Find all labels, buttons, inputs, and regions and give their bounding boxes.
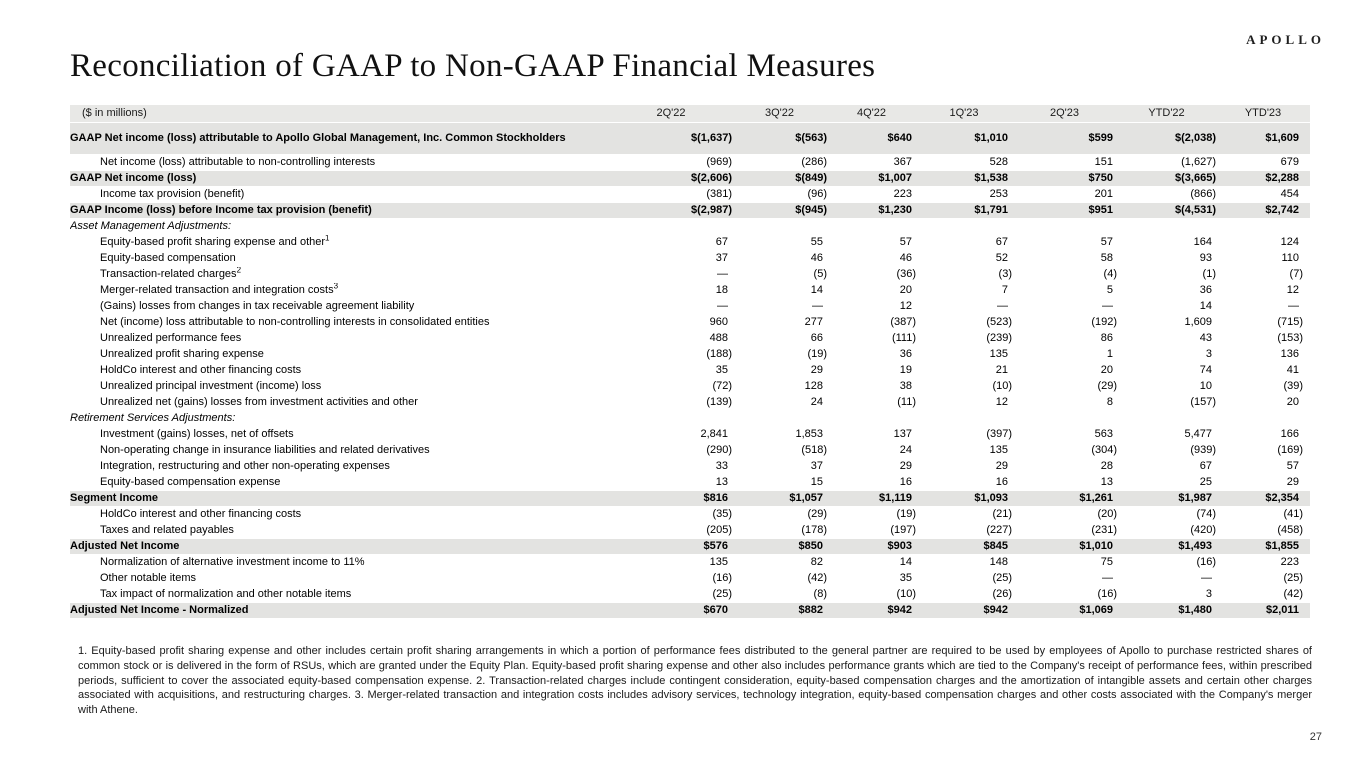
value-cell: 52 bbox=[995, 251, 1008, 264]
value-cell: $1,480 bbox=[1178, 603, 1212, 616]
value-cell: $576 bbox=[703, 539, 728, 552]
value-cell bbox=[916, 218, 1012, 234]
value-cell: 679 bbox=[1280, 155, 1299, 168]
table-row bbox=[70, 506, 1310, 522]
value-cell: (239) bbox=[986, 331, 1012, 344]
value-cell: $2,354 bbox=[1265, 491, 1299, 504]
value-cell: (523) bbox=[986, 315, 1012, 328]
value-cell: 33 bbox=[715, 459, 728, 472]
table-row bbox=[70, 570, 1310, 586]
value-cell: (387) bbox=[890, 315, 916, 328]
value-cell: 12 bbox=[995, 395, 1008, 408]
value-cell: 74 bbox=[1199, 363, 1212, 376]
value-cell: (25) bbox=[992, 571, 1012, 584]
table-row bbox=[70, 282, 1310, 298]
value-cell: $2,011 bbox=[1265, 603, 1299, 616]
value-cell: (939) bbox=[1190, 443, 1216, 456]
value-cell: 1 bbox=[1106, 347, 1113, 360]
row-label: Adjusted Net Income - Normalized bbox=[70, 603, 249, 616]
value-cell: $640 bbox=[887, 131, 912, 144]
value-cell bbox=[610, 218, 732, 234]
value-cell: 12 bbox=[1286, 283, 1299, 296]
value-cell: $1,791 bbox=[974, 203, 1008, 216]
value-cell: 36 bbox=[1199, 283, 1212, 296]
table-row bbox=[70, 362, 1310, 378]
value-cell: $1,609 bbox=[1265, 131, 1299, 144]
value-cell: (420) bbox=[1190, 523, 1216, 536]
value-cell: $(945) bbox=[795, 203, 827, 216]
value-cell: (21) bbox=[992, 507, 1012, 520]
value-cell: (157) bbox=[1190, 395, 1216, 408]
value-cell: 37 bbox=[715, 251, 728, 264]
value-cell: (458) bbox=[1277, 523, 1303, 536]
row-label: Investment (gains) losses, net of offsets bbox=[100, 427, 294, 440]
value-cell: (72) bbox=[712, 379, 732, 392]
column-header-2q23: 2Q'23 bbox=[1049, 106, 1079, 119]
value-cell: 201 bbox=[1094, 187, 1113, 200]
table-row bbox=[70, 522, 1310, 538]
value-cell: $(2,987) bbox=[691, 203, 732, 216]
value-cell: (25) bbox=[712, 587, 732, 600]
value-cell: 46 bbox=[899, 251, 912, 264]
value-cell: (290) bbox=[706, 443, 732, 456]
table-row bbox=[70, 410, 1310, 426]
value-cell: (381) bbox=[706, 187, 732, 200]
value-cell: (153) bbox=[1277, 331, 1303, 344]
value-cell: 24 bbox=[810, 395, 823, 408]
value-cell: (74) bbox=[1196, 507, 1216, 520]
value-cell: (29) bbox=[1097, 379, 1117, 392]
row-label: Equity-based profit sharing expense and other$^1$ bbox=[100, 234, 330, 248]
value-cell: 14 bbox=[1199, 299, 1212, 312]
footnote-marker: 3 bbox=[333, 282, 339, 290]
value-cell: 563 bbox=[1094, 427, 1113, 440]
value-cell: 35 bbox=[715, 363, 728, 376]
value-cell: $1,493 bbox=[1178, 539, 1212, 552]
value-cell bbox=[827, 218, 916, 234]
value-cell: 75 bbox=[1100, 555, 1113, 568]
row-label: Normalization of alternative investment income to 11% bbox=[100, 555, 365, 568]
value-cell: (4) bbox=[1103, 267, 1117, 280]
value-cell: 488 bbox=[709, 331, 728, 344]
value-cell: 12 bbox=[899, 299, 912, 312]
table-row bbox=[70, 330, 1310, 346]
value-cell: 367 bbox=[893, 155, 912, 168]
value-cell: (227) bbox=[986, 523, 1012, 536]
value-cell: 13 bbox=[1100, 475, 1113, 488]
value-cell: (16) bbox=[1196, 555, 1216, 568]
value-cell: (111) bbox=[891, 331, 916, 344]
value-cell: (19) bbox=[807, 347, 827, 360]
value-cell: — bbox=[717, 299, 728, 312]
table-row bbox=[70, 442, 1310, 458]
value-cell: 277 bbox=[804, 315, 823, 328]
value-cell: (25) bbox=[1283, 571, 1303, 584]
value-cell bbox=[1012, 218, 1117, 234]
value-cell: 66 bbox=[810, 331, 823, 344]
value-cell: $(2,606) bbox=[691, 171, 732, 184]
value-cell bbox=[1012, 410, 1117, 426]
value-cell: 124 bbox=[1280, 235, 1299, 248]
value-cell: 29 bbox=[1286, 475, 1299, 488]
value-cell: (231) bbox=[1091, 523, 1117, 536]
value-cell: 21 bbox=[995, 363, 1008, 376]
value-cell: $(1,637) bbox=[691, 131, 732, 144]
value-cell: — bbox=[812, 299, 823, 312]
value-cell: $(4,531) bbox=[1175, 203, 1216, 216]
value-cell: $(2,038) bbox=[1175, 131, 1216, 144]
value-cell: 67 bbox=[715, 235, 728, 248]
value-cell: — bbox=[1102, 571, 1113, 584]
gaap-reconciliation-table bbox=[70, 105, 1310, 619]
table-row bbox=[70, 458, 1310, 474]
value-cell: 20 bbox=[899, 283, 912, 296]
value-cell: $1,010 bbox=[1079, 539, 1113, 552]
table-row bbox=[70, 218, 1310, 234]
value-cell: $599 bbox=[1088, 131, 1113, 144]
row-label: Unrealized net (gains) losses from investment activities and other bbox=[100, 395, 418, 408]
value-cell: 43 bbox=[1199, 331, 1212, 344]
table-row bbox=[70, 266, 1310, 282]
column-header-ytd23: YTD'23 bbox=[1244, 106, 1282, 119]
value-cell: 454 bbox=[1280, 187, 1299, 200]
value-cell: $1,987 bbox=[1178, 491, 1212, 504]
value-cell: 58 bbox=[1100, 251, 1113, 264]
value-cell: 29 bbox=[995, 459, 1008, 472]
value-cell: 960 bbox=[709, 315, 728, 328]
value-cell: (169) bbox=[1277, 443, 1303, 456]
row-label: GAAP Income (loss) before Income tax provision (benefit) bbox=[70, 203, 372, 216]
column-header-ytd22: YTD'22 bbox=[1148, 106, 1185, 119]
value-cell bbox=[1216, 218, 1310, 234]
value-cell: $1,538 bbox=[974, 171, 1008, 184]
value-cell: $1,069 bbox=[1079, 603, 1113, 616]
table-row bbox=[70, 314, 1310, 330]
table-row bbox=[70, 426, 1310, 442]
units-label: ($ in millions) bbox=[82, 106, 147, 119]
value-cell: $1,010 bbox=[974, 131, 1008, 144]
value-cell: 24 bbox=[899, 443, 912, 456]
value-cell: 16 bbox=[995, 475, 1008, 488]
value-cell: 29 bbox=[810, 363, 823, 376]
value-cell: $903 bbox=[887, 539, 912, 552]
table-row bbox=[70, 154, 1310, 170]
row-label: HoldCo interest and other financing costs bbox=[100, 507, 302, 520]
row-label: Unrealized performance fees bbox=[100, 331, 242, 344]
value-cell: 10 bbox=[1199, 379, 1212, 392]
value-cell: (286) bbox=[801, 155, 827, 168]
value-cell: 137 bbox=[893, 427, 912, 440]
table-row bbox=[70, 298, 1310, 314]
value-cell: 86 bbox=[1100, 331, 1113, 344]
value-cell: 135 bbox=[989, 443, 1008, 456]
page-title: Reconciliation of GAAP to Non-GAAP Financial Measures bbox=[70, 48, 876, 84]
value-cell: (188) bbox=[706, 347, 732, 360]
value-cell: 37 bbox=[810, 459, 823, 472]
value-cell: 46 bbox=[810, 251, 823, 264]
value-cell: (20) bbox=[1097, 507, 1117, 520]
column-header-4q22: 4Q'22 bbox=[856, 106, 886, 119]
value-cell: 36 bbox=[899, 347, 912, 360]
value-cell: (304) bbox=[1091, 443, 1117, 456]
value-cell: $1,855 bbox=[1265, 539, 1299, 552]
value-cell: 38 bbox=[899, 379, 912, 392]
value-cell bbox=[1117, 218, 1216, 234]
value-cell: $1,057 bbox=[789, 491, 823, 504]
value-cell: (41) bbox=[1283, 507, 1303, 520]
value-cell: 135 bbox=[709, 555, 728, 568]
value-cell: $942 bbox=[887, 603, 912, 616]
value-cell: — bbox=[717, 267, 728, 280]
value-cell: (866) bbox=[1190, 187, 1216, 200]
table-row bbox=[70, 538, 1310, 554]
value-cell: (16) bbox=[1097, 587, 1117, 600]
value-cell: $882 bbox=[798, 603, 823, 616]
value-cell: (29) bbox=[807, 507, 827, 520]
value-cell: 3 bbox=[1205, 587, 1212, 600]
table-row bbox=[70, 186, 1310, 202]
table-row bbox=[70, 554, 1310, 570]
page-number: 27 bbox=[1309, 731, 1322, 743]
value-cell: 7 bbox=[1001, 283, 1008, 296]
value-cell: 148 bbox=[989, 555, 1008, 568]
value-cell: 14 bbox=[810, 283, 823, 296]
column-header-2q22: 2Q'22 bbox=[656, 106, 686, 119]
table-row bbox=[70, 202, 1310, 218]
row-label: Non-operating change in insurance liabilities and related derivatives bbox=[100, 443, 430, 456]
value-cell: 13 bbox=[715, 475, 728, 488]
value-cell: (7) bbox=[1289, 267, 1303, 280]
value-cell: 223 bbox=[1280, 555, 1299, 568]
value-cell: 135 bbox=[989, 347, 1008, 360]
value-cell: (197) bbox=[890, 523, 916, 536]
value-cell: 29 bbox=[899, 459, 912, 472]
value-cell: 14 bbox=[899, 555, 912, 568]
value-cell: $1,230 bbox=[878, 203, 912, 216]
value-cell: (192) bbox=[1091, 315, 1117, 328]
value-cell: 5,477 bbox=[1184, 427, 1212, 440]
value-cell: — bbox=[997, 299, 1008, 312]
row-label: Net income (loss) attributable to non-controlling interests bbox=[100, 155, 376, 168]
value-cell: 57 bbox=[899, 235, 912, 248]
row-label: Tax impact of normalization and other notable items bbox=[100, 587, 352, 600]
value-cell: 20 bbox=[1286, 395, 1299, 408]
value-cell: 55 bbox=[810, 235, 823, 248]
table-row bbox=[70, 346, 1310, 362]
value-cell: (11) bbox=[897, 395, 916, 408]
value-cell: 8 bbox=[1106, 395, 1113, 408]
value-cell: $951 bbox=[1088, 203, 1113, 216]
value-cell: — bbox=[1201, 571, 1212, 584]
value-cell: (397) bbox=[986, 427, 1012, 440]
value-cell: $1,119 bbox=[878, 491, 912, 504]
value-cell: (42) bbox=[807, 571, 827, 584]
value-cell: — bbox=[1288, 299, 1299, 312]
row-label: (Gains) losses from changes in tax receivable agreement liability bbox=[100, 299, 415, 312]
value-cell: (178) bbox=[801, 523, 827, 536]
value-cell: 25 bbox=[1199, 475, 1212, 488]
value-cell: 128 bbox=[804, 379, 823, 392]
footnote-marker: 2 bbox=[236, 266, 242, 274]
footnotes-text: 1. Equity-based profit sharing expense and other includes certain profit sharing arrangements in which a portion of performance fees distributed to the general partner are required to be used by employees of Apollo to purchase restricted shares of common stock or is delivered in the form of RSUs, which are granted under the Equity Plan. Equity-based profit sharing expense and other also includes performance grants which are tied to the Company's receipt of performance fees, within prescribed periods, sufficient to cover the associated equity-based compensation expense. 2. Transaction-related charges include contingent consideration, equity-based compensation charges and the amortization of intangible assets and certain other charges associated with acquisitions, and restructuring charges. 3. Merger-related transaction and integration costs includes advisory services, technology integration, equity-based compensation charges and other costs associated with the Company's merger with Athene. bbox=[78, 645, 1312, 717]
apollo-logo: APOLLO bbox=[1246, 32, 1325, 47]
value-cell: 223 bbox=[893, 187, 912, 200]
table-row bbox=[70, 490, 1310, 506]
value-cell: 18 bbox=[715, 283, 728, 296]
value-cell: (96) bbox=[807, 187, 827, 200]
row-label: Other notable items bbox=[100, 571, 196, 584]
value-cell: 82 bbox=[810, 555, 823, 568]
value-cell: — bbox=[1102, 299, 1113, 312]
value-cell: $850 bbox=[798, 539, 823, 552]
table-row bbox=[70, 586, 1310, 602]
footnote-marker: 1 bbox=[325, 234, 330, 242]
table-row bbox=[70, 170, 1310, 186]
value-cell: (36) bbox=[896, 267, 916, 280]
table-row bbox=[70, 474, 1310, 490]
value-cell: (715) bbox=[1277, 315, 1303, 328]
value-cell: (205) bbox=[706, 523, 732, 536]
row-label: Integration, restructuring and other non-operating expenses bbox=[100, 459, 390, 472]
value-cell: 67 bbox=[995, 235, 1008, 248]
row-label: GAAP Net income (loss) attributable to Apollo Global Management, Inc. Common Stockholders bbox=[70, 131, 566, 144]
value-cell: 1,853 bbox=[795, 427, 823, 440]
row-label: Adjusted Net Income bbox=[70, 539, 180, 552]
row-label: Asset Management Adjustments: bbox=[70, 219, 232, 232]
value-cell: (10) bbox=[896, 587, 916, 600]
value-cell: $(849) bbox=[795, 171, 827, 184]
value-cell: 41 bbox=[1286, 363, 1299, 376]
table-row bbox=[70, 250, 1310, 266]
value-cell: 1,609 bbox=[1184, 315, 1212, 328]
value-cell: (139) bbox=[706, 395, 732, 408]
value-cell bbox=[827, 410, 916, 426]
value-cell: 110 bbox=[1281, 251, 1299, 264]
row-label: Transaction-related charges$^2$ bbox=[100, 266, 242, 280]
value-cell: 57 bbox=[1100, 235, 1113, 248]
value-cell bbox=[916, 410, 1012, 426]
value-cell: $1,093 bbox=[974, 491, 1008, 504]
value-cell: $816 bbox=[703, 491, 728, 504]
column-header-3q22: 3Q'22 bbox=[764, 106, 794, 119]
row-label: Merger-related transaction and integration costs$^3$ bbox=[100, 282, 339, 296]
value-cell: $1,261 bbox=[1079, 491, 1113, 504]
value-cell: $942 bbox=[983, 603, 1008, 616]
value-cell: 28 bbox=[1100, 459, 1113, 472]
value-cell bbox=[610, 410, 732, 426]
value-cell: $2,288 bbox=[1265, 171, 1299, 184]
value-cell: $750 bbox=[1088, 171, 1113, 184]
value-cell: (1) bbox=[1202, 267, 1216, 280]
table-row bbox=[70, 378, 1310, 394]
value-cell: (26) bbox=[992, 587, 1012, 600]
value-cell: $(563) bbox=[795, 131, 827, 144]
value-cell: (518) bbox=[801, 443, 827, 456]
row-label: GAAP Net income (loss) bbox=[70, 171, 197, 184]
value-cell: (3) bbox=[998, 267, 1012, 280]
value-cell: 166 bbox=[1280, 427, 1299, 440]
row-label: Unrealized profit sharing expense bbox=[100, 347, 264, 360]
row-label: Retirement Services Adjustments: bbox=[70, 411, 236, 424]
row-label: Segment Income bbox=[70, 491, 159, 504]
value-cell: 93 bbox=[1199, 251, 1212, 264]
table-row bbox=[70, 122, 1310, 154]
value-cell: (8) bbox=[813, 587, 827, 600]
value-cell: (39) bbox=[1283, 379, 1303, 392]
value-cell: $2,742 bbox=[1265, 203, 1299, 216]
column-header-1q23: 1Q'23 bbox=[949, 106, 979, 119]
value-cell bbox=[1117, 410, 1216, 426]
row-label: Net (income) loss attributable to non-controlling interests in consolidated entities bbox=[100, 315, 490, 328]
table-row bbox=[70, 394, 1310, 410]
row-label: Equity-based compensation expense bbox=[100, 475, 281, 488]
table-row bbox=[70, 602, 1310, 618]
value-cell: (19) bbox=[896, 507, 916, 520]
value-cell: (16) bbox=[712, 571, 732, 584]
value-cell: 57 bbox=[1286, 459, 1299, 472]
value-cell bbox=[732, 410, 827, 426]
value-cell: 15 bbox=[810, 475, 823, 488]
value-cell: 253 bbox=[989, 187, 1008, 200]
value-cell: 2,841 bbox=[700, 427, 728, 440]
value-cell: 151 bbox=[1094, 155, 1113, 168]
row-label: Unrealized principal investment (income) loss bbox=[100, 379, 322, 392]
value-cell: 136 bbox=[1280, 347, 1299, 360]
row-label: Equity-based compensation bbox=[100, 251, 236, 264]
value-cell: $(3,665) bbox=[1175, 171, 1216, 184]
value-cell: 20 bbox=[1100, 363, 1113, 376]
value-cell: (10) bbox=[992, 379, 1012, 392]
value-cell: 528 bbox=[989, 155, 1008, 168]
value-cell: $845 bbox=[983, 539, 1008, 552]
value-cell: 67 bbox=[1199, 459, 1212, 472]
value-cell bbox=[732, 218, 827, 234]
value-cell: (1,627) bbox=[1181, 155, 1216, 168]
table-header-row bbox=[70, 105, 1310, 122]
value-cell: 5 bbox=[1106, 283, 1113, 296]
value-cell: 35 bbox=[899, 571, 912, 584]
value-cell: $1,007 bbox=[878, 171, 912, 184]
value-cell: (42) bbox=[1283, 587, 1303, 600]
value-cell: 19 bbox=[899, 363, 912, 376]
value-cell: (5) bbox=[813, 267, 827, 280]
value-cell: 164 bbox=[1193, 235, 1212, 248]
table-row bbox=[70, 234, 1310, 250]
value-cell: (969) bbox=[706, 155, 732, 168]
row-label: Taxes and related payables bbox=[100, 523, 234, 536]
value-cell: (35) bbox=[712, 507, 732, 520]
value-cell: $670 bbox=[703, 603, 728, 616]
row-label: HoldCo interest and other financing costs bbox=[100, 363, 302, 376]
value-cell: 16 bbox=[899, 475, 912, 488]
value-cell bbox=[1216, 410, 1310, 426]
row-label: Income tax provision (benefit) bbox=[100, 187, 245, 200]
value-cell: 3 bbox=[1205, 347, 1212, 360]
